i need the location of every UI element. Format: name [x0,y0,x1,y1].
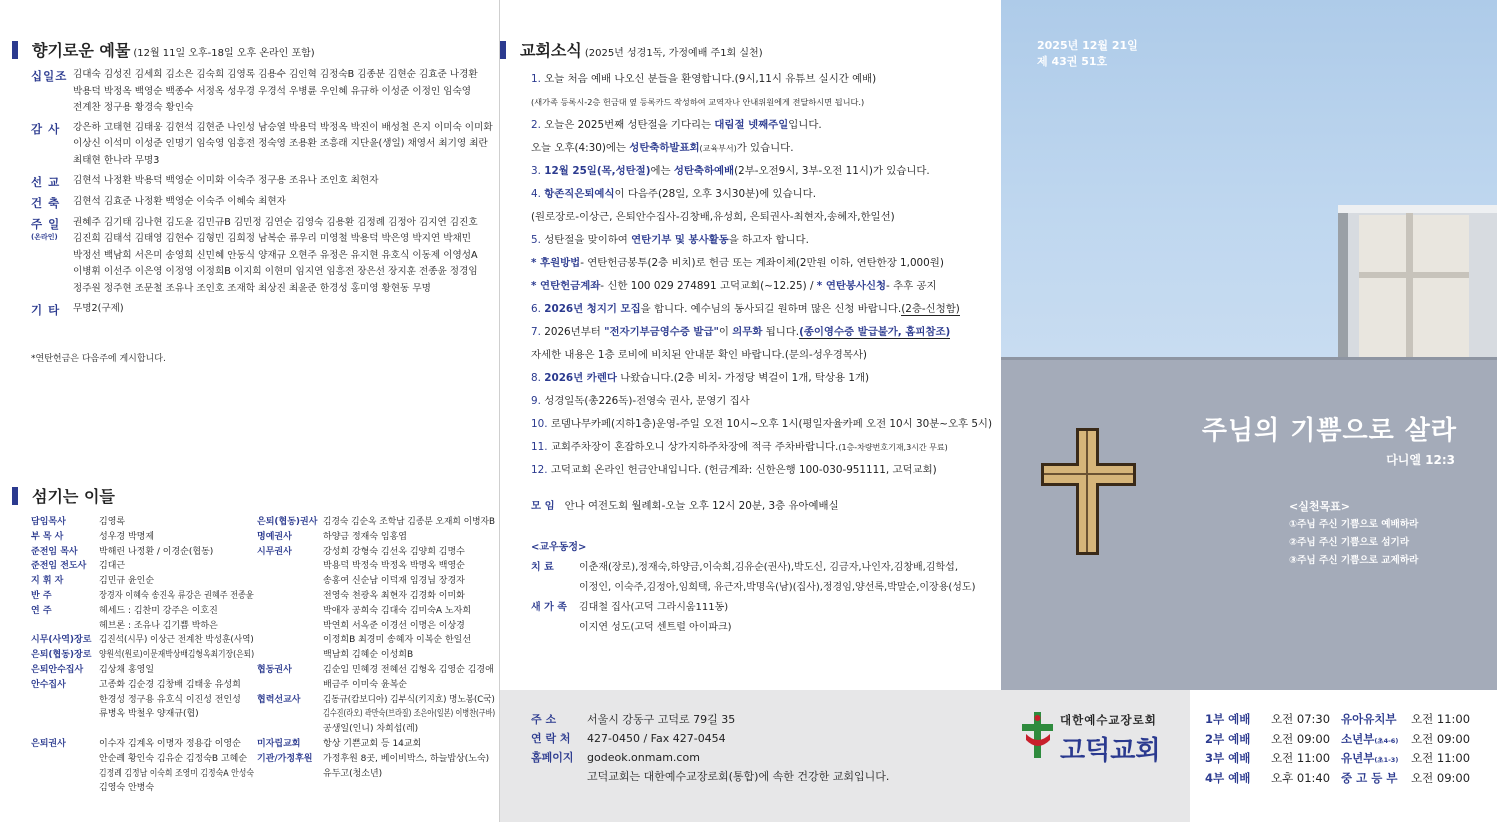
offering-label-text: 십일조 [31,69,68,83]
servant-row [257,530,497,545]
offering-names [73,215,496,298]
servant-row [31,530,256,545]
servant-names: 배금주 이미숙 윤복순 [323,679,407,690]
worship-time-row [1205,750,1330,766]
servant-role [257,574,323,589]
address-text: 서울시 강동구 고덕로 79길 35 [587,713,736,726]
servant-row [257,737,497,752]
servant-names: 박연희 서옥준 이경선 이명은 이상경 [323,620,465,631]
offering-panel [0,0,500,822]
news-item: 11. 교회주차장이 혼잡하오니 상가지하주차장에 적극 주차바랍니다.(1층-차량번호기재,3시간 무료) [531,441,948,453]
department-time: 오전 09:00 [1411,770,1471,785]
servant-row [257,633,497,648]
member-news-row [531,578,975,598]
worship-time: 오전 11:00 [1271,751,1331,765]
servant-row [31,604,256,619]
news-subtitle: (2025년 성경1독, 가정예배 주1회 실천) [584,48,763,59]
contact-info [531,710,889,786]
offering-subtitle: (12월 11일 오후-18일 오후 온라인 포함) [133,48,315,59]
servant-role [257,722,323,737]
servant-row [31,574,256,589]
servant-names: 한경성 정구용 유호식 이진성 전인성 [99,694,241,705]
servant-names: 김영록 [99,517,126,527]
church-description: 고덕교회는 대한예수교장로회(통합)에 속한 건강한 교회입니다. [587,770,890,783]
servant-role: 준전임 목사 [31,546,78,557]
offering-row [31,173,496,191]
servant-role [257,648,323,663]
news-item: 12. 고덕교회 온라인 헌금안내입니다. (헌금계좌: 신한은행 100-030-951111, 고덕교회) [531,464,937,476]
member-news-row [531,618,975,638]
servant-row [31,589,256,604]
servant-names: 전영숙 천광옥 최현자 김경화 이미화 [323,590,465,601]
offering-names [73,67,496,117]
servant-role [31,722,99,737]
servant-role: 은퇴(협동)권사 [257,517,318,527]
offering-heading [12,38,315,61]
meeting-text: 안나 여전도회 월례회-오늘 오후 12시 20분, 3층 유아예배실 [564,500,839,512]
offering-names [73,194,496,212]
servant-row [31,781,256,796]
news-item: 9. 성경일독(총226독)-전영숙 권사, 문영기 집사 [531,395,750,407]
servant-names: 백남희 김혜순 이성희B [323,650,414,661]
news-item: 4. 항존직은퇴예식이 다음주(28일, 오후 3시30분)에 있습니다. [531,188,817,200]
goal-item: ③주님 주신 기쁨으로 교제하라 [1289,555,1419,566]
news-list [531,70,996,520]
news-item: 1. 오늘 처음 예배 나오신 분들을 환영합니다.(9시,11시 유튜브 실시간 예배) [531,73,877,85]
servant-row [31,767,256,782]
department-time: 오전 11:00 [1411,751,1471,765]
servant-role [31,752,99,767]
member-news-label [531,578,579,598]
servant-row [31,648,256,663]
servant-row [31,707,256,722]
offering-name-line: 이병휘 이선주 이은영 이정영 이정희B 이지희 이현미 임지연 임흥전 장은선 장지훈 전종윤 정경임 [73,266,478,278]
servant-row [257,515,497,530]
servants-column-1 [31,515,256,796]
servant-names: 이수자 김계옥 이명자 정용갑 이영순 [99,738,241,749]
date-text: 2025년 12월 21일 [1037,39,1138,52]
servant-names: 김동규(캄보디아) 김부식(키지흐) 명노봉(C국) [323,694,495,705]
servant-names: 김진석(시무) 이상근 전계찬 박성훈(사역) [99,635,254,646]
servant-row [257,559,497,574]
offering-row [31,301,496,319]
member-news-title: <교우동정> [531,542,587,553]
servant-role: 협력선교사 [257,694,301,705]
news-item: 자세한 내용은 1층 로비에 비치된 안내문 확인 바랍니다.(문의-성우경목사) [531,349,867,361]
offering-label [31,173,73,191]
servant-role: 시무권사 [257,546,292,557]
servant-names: 류병옥 박철우 양재규(협) [99,709,199,720]
servant-role: 명예권사 [257,531,292,542]
worship-time-row [1205,770,1330,786]
servant-row [257,604,497,619]
worship-label: 1부 예배 [1205,712,1251,726]
servant-role: 협동권사 [257,664,292,675]
contact-label: 연 락 처 [531,732,571,745]
offering-name-line: 김현석 김효준 나정환 백영순 이숙주 이혜숙 최현자 [73,195,286,207]
servant-role: 준전임 전도사 [31,561,87,572]
offering-name-line: 권혜주 김기태 김나현 김도윤 김민규B 김민정 김연순 김영숙 김용환 김정례 김정아 김지연 김진호 [73,216,478,228]
servant-role: 은퇴(협동)장로 [31,650,92,661]
news-item: 오늘 오후(4:30)에는 성탄축하발표회(교육부서)가 있습니다. [531,142,794,154]
denomination-name: 대한예수교장로회 [1060,713,1157,727]
servant-role: 담임목사 [31,517,66,527]
offering-name-line: 전계찬 정구용 황경숙 황인숙 [73,102,194,114]
worship-time: 오전 09:00 [1271,731,1331,746]
servant-role: 지 휘 자 [31,576,64,587]
member-news [531,538,975,638]
news-item: 8. 2026년 카렌다 나왔습니다.(2층 비치- 가정당 벽걸이 1개, 탁상용 1개) [531,372,870,384]
servant-row [257,619,497,634]
servant-names: 김상채 홍영일 [99,664,155,675]
servant-role: 반 주 [31,590,52,601]
servant-names: 안순례 황인숙 김유순 김정숙B 고혜순 [99,753,248,764]
offering-names [73,173,496,191]
offering-list [31,67,496,322]
department-time-row [1341,731,1470,747]
servant-names: 김경숙 김순옥 조학남 김종분 오재희 이병자B [323,517,495,527]
worship-time-row [1205,711,1330,727]
offering-label [31,67,73,117]
news-title: 교회소식 [520,41,582,60]
offering-row [31,120,496,170]
news-heading [500,38,763,61]
servant-role [257,619,323,634]
department-label [1341,731,1411,747]
servant-names: 김수진(라오) 곽만숙(브라질) 조은아(일본) 이병찬(구바) [323,709,496,720]
website-link[interactable]: godeok.onmam.com [587,751,700,764]
news-item: * 연탄헌금계좌- 신한 100 029 274891 고덕교회(~12.25) / * 연탄봉사신청- 추후 공지 [531,280,937,292]
volume-text: 제 43권 51호 [1037,55,1108,68]
servant-row [31,737,256,752]
servant-role: 미자립교회 [257,738,301,749]
offering-name-line: 김진희 김태석 김태영 김현수 김형민 김희정 남복순 류우리 미영철 박용덕 박은영 박지연 박채민 [73,233,472,245]
offering-label [31,194,73,212]
offering-label-text: 주 일 [31,216,61,231]
offering-name-line: 정주원 정주현 조문철 조유나 조인호 조재학 최상진 최윤준 한경성 홍미영 황현동 무명 [73,282,431,294]
servant-names: 항상 기쁜교회 등 14교회 [323,738,422,749]
servant-row [257,589,497,604]
offering-label [31,301,73,319]
servant-row [31,633,256,648]
worship-label: 4부 예배 [1205,770,1251,785]
department-label [1341,750,1411,766]
servant-role: 연 주 [31,605,52,616]
servant-row [257,663,497,678]
department-label [1341,770,1411,786]
servant-row [31,545,256,560]
servants-heading [12,484,115,507]
servant-names: 양원석(원로)이문재박상배김형옥최기장(은퇴) [99,650,255,661]
offering-row [31,67,496,117]
servant-role: 은퇴권사 [31,738,66,749]
servant-row [31,678,256,693]
department-name: 유년부 [1341,751,1375,765]
heading-bar [12,41,18,59]
servant-names: 고종화 김순경 김창배 김태웅 유성희 [99,679,241,690]
servant-role: 기관/가정후원 [257,753,313,764]
servant-role [257,633,323,648]
servant-role [31,619,99,634]
goal-item: ②주님 주신 기쁨으로 섬기라 [1289,537,1410,548]
worship-schedule [1190,690,1497,822]
servant-names: 박애자 공희숙 김대숙 김미숙A 노자희 [323,605,472,616]
department-time-row [1341,750,1470,766]
department-name: 소년부 [1341,731,1375,746]
servant-row [257,767,497,782]
offering-name-line: 강은하 고태현 김태웅 김현석 김현준 나인성 남승열 박용덕 박정옥 박진이 배성철 은지 이미숙 이미화 [73,121,493,133]
servant-names: 박해린 나정환 / 이경순(협동) [99,546,214,557]
servant-row [257,752,497,767]
offering-name-line: 박용덕 박정옥 백영순 백종수 서정옥 성우경 우경석 우병륜 우인혜 유규하 이성준 이정인 임숙영 [73,85,472,97]
servant-role [257,604,323,619]
servant-row [257,545,497,560]
offering-label-text: 감 사 [31,121,61,136]
servant-role: 안수집사 [31,679,66,690]
meeting-item [531,497,996,520]
servant-names: 김민규 윤인순 [99,576,155,587]
servant-names: 박용덕 박정숙 박정옥 박명옥 백영순 [323,561,465,572]
department-time-row [1341,711,1470,727]
servant-row [31,559,256,574]
servant-names: 김순임 민혜경 전혜선 김형옥 김영순 김경애 [323,664,494,675]
member-news-text: 이춘재(장로),정재숙,하양금,이숙희,김유순(권사),박도신, 김금자,나인자,김창배,김학섭, [579,562,959,573]
worship-time: 오후 01:40 [1271,770,1331,785]
department-grade: (초1-3) [1374,756,1399,764]
servant-role [257,767,323,782]
servant-names: 유두고(청소년) [323,768,383,779]
offering-label-text: 기 타 [31,302,61,317]
offering-name-line: 이상신 이석미 이성준 인명기 임숙영 임흥전 정숙영 조용환 조흥래 지단윤(생일) 채영서 최기영 최란 [73,138,488,150]
servant-role [257,707,323,722]
servant-row [31,722,256,737]
servant-role [257,559,323,574]
department-grade: (초4-6) [1374,736,1399,745]
servant-row [31,619,256,634]
news-item: * 후원방법- 연탄헌금봉투(2층 비치)로 헌금 또는 계좌이체(2만원 이하, 연탄한장 1,000원) [531,257,944,269]
news-item: 6. 2026년 청지기 모집을 합니다. 예수님의 동사되길 원하며 많은 신청 바랍니다.(2층-신청함) [531,303,960,315]
news-item: 3. 12월 25일(목,성탄절)에는 성탄축하예배(2부-오전9시, 3부-오전 11시)가 있습니다. [531,165,930,177]
servant-names: 헤브론 : 조유나 김기쁨 박하은 [99,620,218,631]
offering-label-text: 선 교 [31,174,61,189]
servant-row [31,663,256,678]
practice-goals [1289,498,1418,570]
worship-time: 오전 07:30 [1271,712,1331,726]
servants-column-2 [257,515,497,781]
offering-footnote: *연탄헌금은 다음주에 게시합니다. [31,354,166,364]
yearly-motto: 주님의 기쁨으로 살라 [1201,416,1457,446]
servant-row [31,752,256,767]
worship-label: 3부 예배 [1205,751,1251,765]
servant-row [257,693,497,708]
servant-row [257,648,497,663]
servant-names: 장경자 이혜숙 송진옥 류강은 권혜주 전종윤 [99,590,254,601]
servant-names: 이정희B 최경미 송혜자 이복순 한일선 [323,635,472,646]
news-item-note: (새가족 등록시-2층 헌금대 옆 등록카드 작성하여 교역자나 안내위원에게 전달하시면 됩니다.) [531,97,865,107]
servant-role [31,781,99,796]
servant-names: 공생일(인니) 차희섭(레) [323,724,419,735]
church-logo-icon [1020,710,1056,760]
goal-item: ①주님 주신 기쁨으로 예배하라 [1289,519,1419,530]
member-news-row [531,558,975,578]
offering-name-line: 무명2(구제) [73,302,124,314]
department-time-row [1341,770,1470,786]
department-name: 유아유치부 [1341,712,1397,726]
servant-row [257,707,497,722]
servant-row [31,515,256,530]
offering-name-line: 김대숙 김성진 김세희 김소은 김숙희 김영록 김용수 김인혁 김정숙B 김종분 김현순 김효준 나경환 [73,69,478,80]
news-item: 2. 오늘은 2025번째 성탄절을 기다리는 대림절 넷째주일입니다. [531,119,822,131]
department-time: 오전 11:00 [1411,712,1471,726]
servant-role [257,589,323,604]
news-item: 5. 성탄절을 맞이하여 연탄기부 및 봉사활동을 하고자 합니다. [531,234,809,246]
offering-sublabel: (온라인) [31,232,58,241]
news-item: (원로장로-이상근, 은퇴안수집사-김창배,유성희, 은퇴권사-최현자,송혜자,한일선) [531,211,895,223]
news-item: 10. 로뎀나무카페(지하1층)운영-주일 오전 10시~오후 1시(평일자율카페 오전 10시 30분~오후 5시) [531,418,993,430]
worship-time-row [1205,731,1330,747]
church-info-footer [500,690,1190,822]
member-news-row [531,598,975,618]
contact-text: 427-0450 / Fax 427-0454 [587,732,726,745]
offering-label-text: 건 축 [31,195,61,210]
department-label [1341,711,1411,727]
scripture-reference: 다니엘 12:3 [1386,453,1455,467]
servant-names: 김영숙 안병숙 [99,783,155,794]
offering-label [31,120,73,170]
servant-names: 김대근 [99,561,126,572]
servant-role: 시무(사역)장로 [31,635,92,646]
servant-role: 부 목 사 [31,531,64,542]
servant-names: 송홍여 신순남 이덕재 임경님 장경자 [323,576,465,587]
bulletin-date [1037,38,1138,70]
servant-names: 강성희 강형숙 김선옥 김양희 김명수 [323,546,465,557]
address-label: 주 소 [531,713,557,726]
offering-name-line: 박정선 백남희 서은미 송영희 신민혜 안동식 양재규 오현주 유정은 유지현 유호식 이동제 이영성A [73,249,478,261]
servant-role [257,678,323,693]
goals-title: <실천목표> [1289,500,1350,513]
offering-row [31,194,496,212]
offering-names [73,120,496,170]
department-time: 오전 09:00 [1411,731,1471,746]
member-news-text: 이정인, 이숙주,김정아,임희택, 유근자,박명옥(남)(집사),정경임,양선록,박말순,이장용(성도) [579,582,976,593]
offering-title: 향기로운 예물 [32,41,131,60]
servant-role [31,693,99,708]
offering-name-line: 최태현 한나라 무명3 [73,154,160,166]
servant-row [257,574,497,589]
department-name: 중 고 등 부 [1341,770,1398,785]
servants-title: 섬기는 이들 [32,487,115,506]
member-news-text: 이지연 성도(고덕 센트럴 아이파크) [579,622,732,633]
member-news-text: 김대철 집사(고덕 그라시움111동) [579,602,729,613]
servant-row [257,722,497,737]
worship-label: 2부 예배 [1205,731,1251,746]
member-news-label: 치 료 [531,562,554,573]
servant-row [257,678,497,693]
servant-role [31,767,99,782]
servant-names: 가정후원 8곳, 베이비박스, 하늘밥상(노숙) [323,753,490,764]
offering-names [73,301,496,319]
news-item: 7. 2026년부터 "전자기부금영수증 발급"이 의무화 됩니다.(종이영수증 발급불가, 홈피참조) [531,326,951,338]
servant-names: 성우경 박명제 [99,531,155,542]
meeting-label: 모 임 [531,500,555,512]
member-news-label: 새 가 족 [531,602,567,613]
offering-row [31,215,496,298]
church-building-image [1001,0,1497,690]
servant-role [31,707,99,722]
servant-names: 하양금 정재숙 임홍엽 [323,531,407,542]
member-news-label [531,618,579,638]
church-name: 고덕교회 [1060,736,1161,766]
heading-bar [12,487,18,505]
servant-names: 헤세드 : 김찬미 강주은 이호진 [99,605,218,616]
servant-names: 김정례 김정남 이숙희 조영미 김정숙A 안성숙 [99,768,254,779]
servant-role: 은퇴안수집사 [31,664,84,675]
servant-row [31,693,256,708]
offering-label [31,215,73,298]
website-label: 홈페이지 [531,751,574,764]
offering-name-line: 김현석 나정환 박용덕 백영순 이미화 이숙주 정구용 조유나 조인호 최현자 [73,174,379,186]
heading-bar [500,41,506,59]
